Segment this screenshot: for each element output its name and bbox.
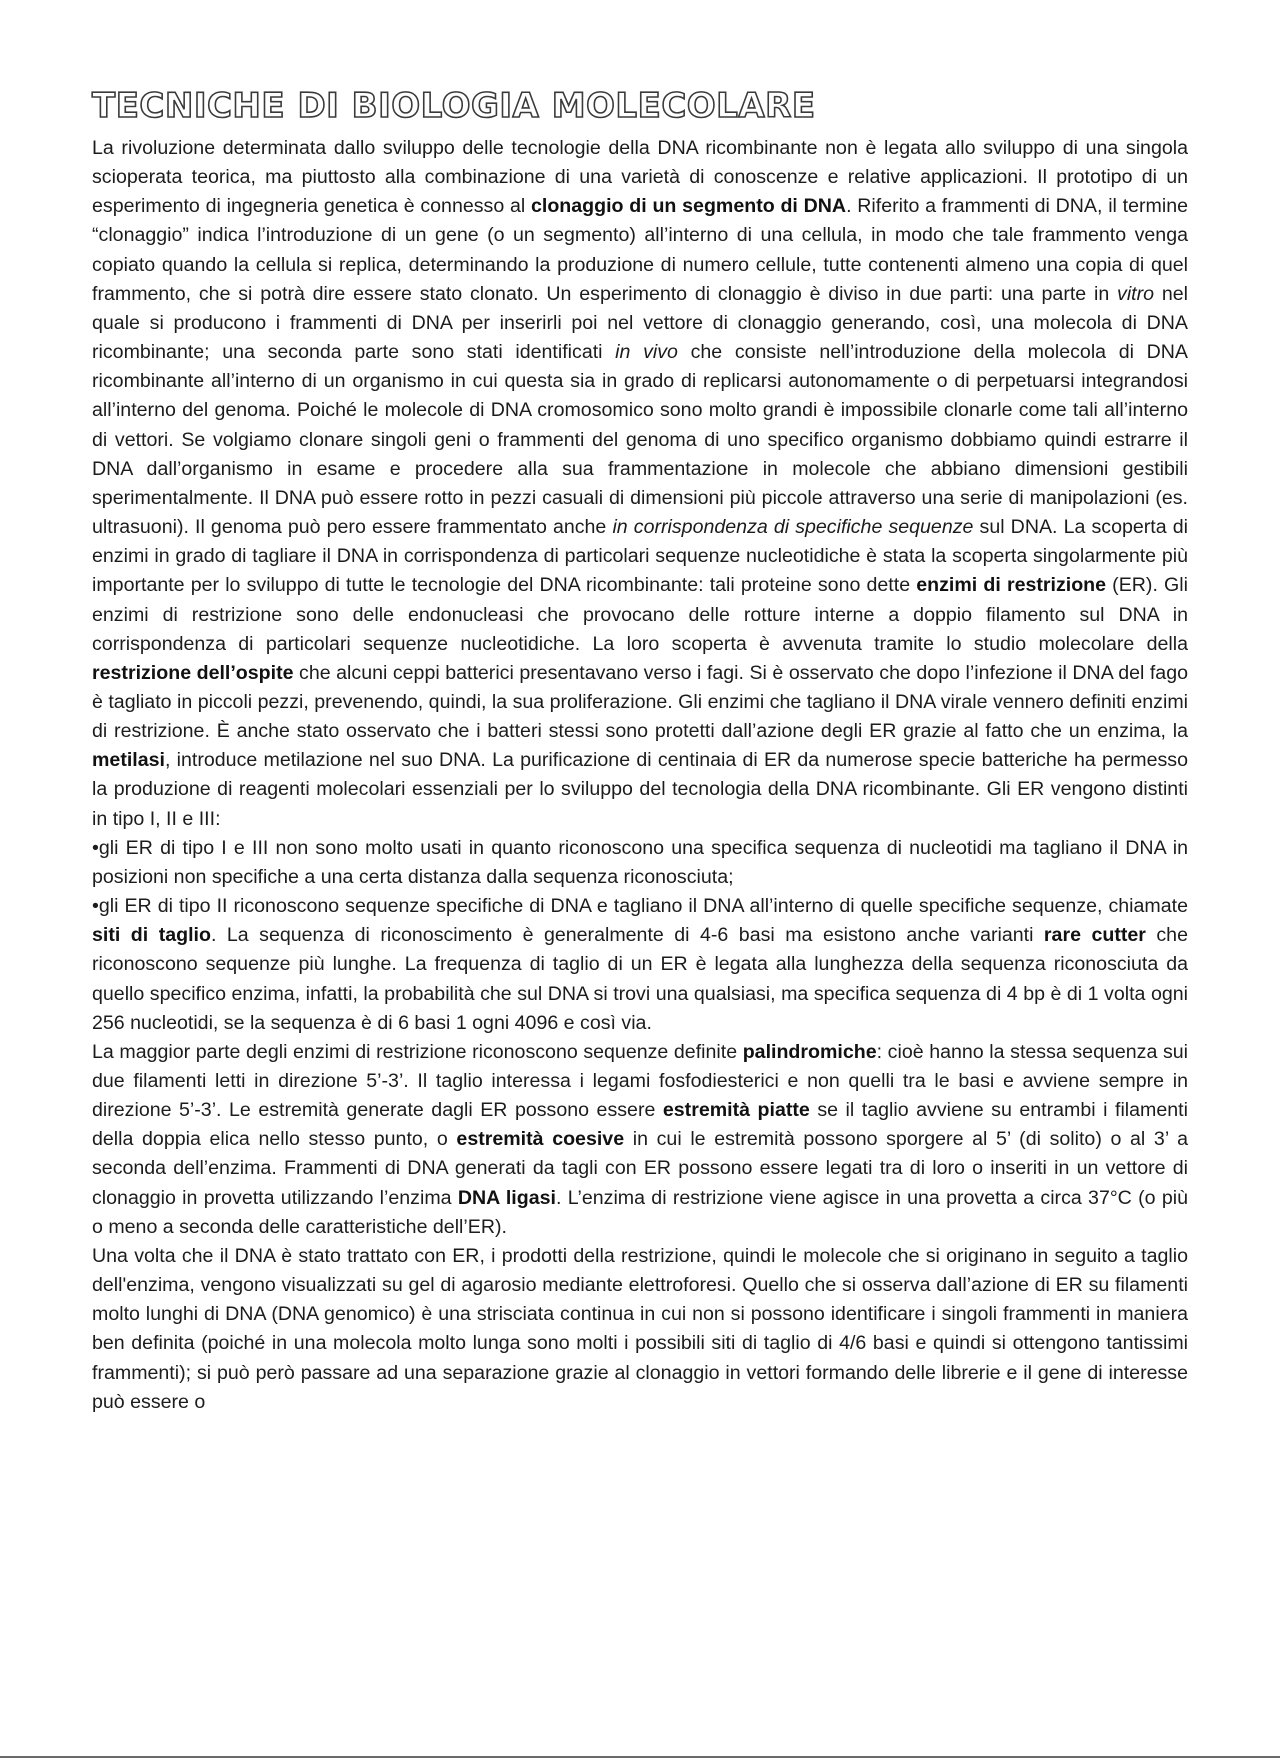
text-run: . Riferito a frammenti di DNA, il termine “clonaggio” indica l’introduzione di un gene (o un segmento) all’interno di una cellula, in modo che tale frammento venga copiato quando la cellula si replica, determinando la produzione di numero cellule, tutte contenenti almeno una copia di quel frammento, che si potrà dire essere stato clonato. Un esperimento di clonaggio è diviso in due parti: una parte in <box>92 195 1188 305</box>
text-run: sul DNA. La scoperta di enzimi in grado di tagliare il DNA in corrispondenza di particolari sequenze nucleotidiche è stata la scoperta singolarmente più importante per lo sviluppo di tutte le tecnologie del DNA ricombinante: tali proteine sono dette <box>92 516 1188 597</box>
term-estremita-piatte: estremità piatte <box>662 1099 810 1122</box>
term-in-vivo: in vivo <box>615 341 678 364</box>
text-run: . La sequenza di riconoscimento è generalmente di 4-6 basi ma esistono anche varianti <box>210 924 1044 947</box>
text-run: : cioè hanno la stessa sequenza sui due filamenti letti in direzione 5’-3’. Il taglio interessa i legami fosfodiesterici e non quelli tra le basi e avviene sempre in direzione 5’-3’. Le estremità generate dagli ER possono essere <box>92 1040 1188 1122</box>
term-restrizione-ospite: restrizione dell’ospite <box>92 661 294 684</box>
text-run: La rivoluzione determinata dallo sviluppo delle tecnologie della DNA ricombinante non è legata allo sviluppo di una singola scioperata teorica, ma piuttosto alla combinazione di una varietà di conoscenze e relative applicazioni. Il prototipo di un esperimento di ingegneria genetica è connesso al <box>92 137 1188 218</box>
term-estremita-coesive: estremità coesive <box>456 1128 625 1151</box>
term-palindromiche: palindromiche <box>742 1040 877 1063</box>
text-run: che alcuni ceppi batterici presentavano verso i fagi. Si è osservato che dopo l’infezione il DNA del fago è tagliato in piccoli pezzi, prevenendo, quindi, la sua proliferazione. Gli enzimi che tagliano il DNA virale vennero definiti enzimi di restrizione. È anche stato osservato che i batteri stessi sono protetti dall’azione degli ER grazie al fatto che un enzima, la <box>92 661 1189 743</box>
text-run: •gli ER di tipo II riconoscono sequenze specifiche di DNA e tagliano il DNA all’interno di quelle specifiche sequenze, chiamate <box>92 895 1188 918</box>
term-siti-taglio: siti di taglio <box>92 924 211 947</box>
text-run: . L’enzima di restrizione viene agisce in una provetta a circa 37°C (o più o meno a seconda delle caratteristiche dell’ER). <box>92 1186 1188 1238</box>
term-metilasi: metilasi <box>92 749 165 772</box>
bullet-type-ii <box>92 892 1188 1038</box>
text-run: (ER). Gli enzimi di restrizione sono delle endonucleasi che provocano delle rotture interne a doppio filamento sul DNA in corrispondenza di particolari sequenze nucleotidiche. La loro scoperta è avvenuta tramite lo studio molecolare della <box>92 574 1188 655</box>
paragraph-palindromic <box>92 1038 1188 1242</box>
term-enzimi-restrizione: enzimi di restrizione <box>916 574 1107 597</box>
paragraph-intro <box>92 134 1188 834</box>
term-clonaggio: clonaggio di un segmento di DNA <box>531 195 847 218</box>
text-run: La maggior parte degli enzimi di restrizione riconoscono sequenze definite <box>92 1040 743 1063</box>
term-rare-cutter: rare cutter <box>1043 924 1146 947</box>
text-run: che consiste nell’introduzione della molecola di DNA ricombinante all’interno di un organismo in cui questa sia in grado di replicarsi autonomamente o di perpetuarsi integrandosi all’interno del genoma. Poiché le molecole di DNA cromosomico sono molto grandi è impossibile clonarle come tali all’interno di vettori. Se volgiamo clonare singoli geni o frammenti del genoma di uno specifico organismo dobbiamo quindi estrarre il DNA dall’organismo in esame e procedere alla sua frammentazione in molecole che abbiano dimensioni gestibili sperimentalmente. Il DNA può essere rotto in pezzi casuali di dimensioni più piccole attraverso una serie di manipolazioni (es. ultrasuoni). Il genoma può pero essere frammentato anche <box>92 341 1188 539</box>
bottom-divider <box>0 1756 1280 1758</box>
text-run: in cui le estremità possono sporgere al 5’ (di solito) o al 3’ a seconda dell’enzima. Frammenti di DNA generati da tagli con ER possono essere legati tra di loro o inseriti in un vettore di clonaggio in provetta utilizzando l’enzima <box>92 1128 1188 1209</box>
text-run: se il taglio avviene su entrambi i filamenti della doppia elica nello stesso punto, o <box>92 1099 1188 1151</box>
paragraph-electrophoresis: Una volta che il DNA è stato trattato con ER, i prodotti della restrizione, quindi le molecole che si originano in seguito a taglio dell'enzima, vengono visualizzati su gel di agarosio mediante elettroforesi. Quello che si osserva dall’azione di ER su filamenti molto lunghi di DNA (DNA genomico) è una strisciata continua in cui non si possono identificare i singoli frammenti in maniera ben definita (poiché in una molecola molto lunga sono molti i possibili siti di taglio di 4/6 basi e quindi si ottengono tantissimi frammenti); si può però passare ad una separazione grazie al clonaggio in vettori formando delle librerie e il gene di interesse può essere o <box>92 1244 1188 1413</box>
term-specific-sequences: in corrispondenza di specifiche sequenze <box>612 516 974 539</box>
text-run: nel quale si producono i frammenti di DNA per inserirli poi nel vettore di clonaggio generando, così, una molecola di DNA ricombinante; una seconda parte sono stati identificati <box>92 282 1188 364</box>
bullet-type-i-iii: •gli ER di tipo I e III non sono molto usati in quanto riconoscono una specifica sequenza di nucleotidi ma tagliano il DNA in posizioni non specifiche a una certa distanza dalla sequenza riconosciuta; <box>92 836 1188 888</box>
term-dna-ligasi: DNA ligasi <box>457 1186 556 1209</box>
page-title: TECNICHE DI BIOLOGIA MOLECOLARE <box>92 86 816 126</box>
text-run: , introduce metilazione nel suo DNA. La purificazione di centinaia di ER da numerose specie batteriche ha permesso la produzione di reagenti molecolari essenziali per lo sviluppo del tecnologia della DNA ricombinante. Gli ER vengono distinti in tipo I, II e III: <box>92 749 1188 830</box>
body-text <box>92 134 1188 1417</box>
term-vitro: vitro <box>1117 282 1155 305</box>
text-run: che riconoscono sequenze più lunghe. La frequenza di taglio di un ER è legata alla lunghezza della sequenza riconosciuta da quello specifico enzima, infatti, la probabilità che sul DNA si trovi una qualsiasi, ma specifica sequenza di 4 bp è di 1 volta ogni 256 nucleotidi, se la sequenza è di 6 basi 1 ogni 4096 e così via. <box>92 924 1188 1034</box>
